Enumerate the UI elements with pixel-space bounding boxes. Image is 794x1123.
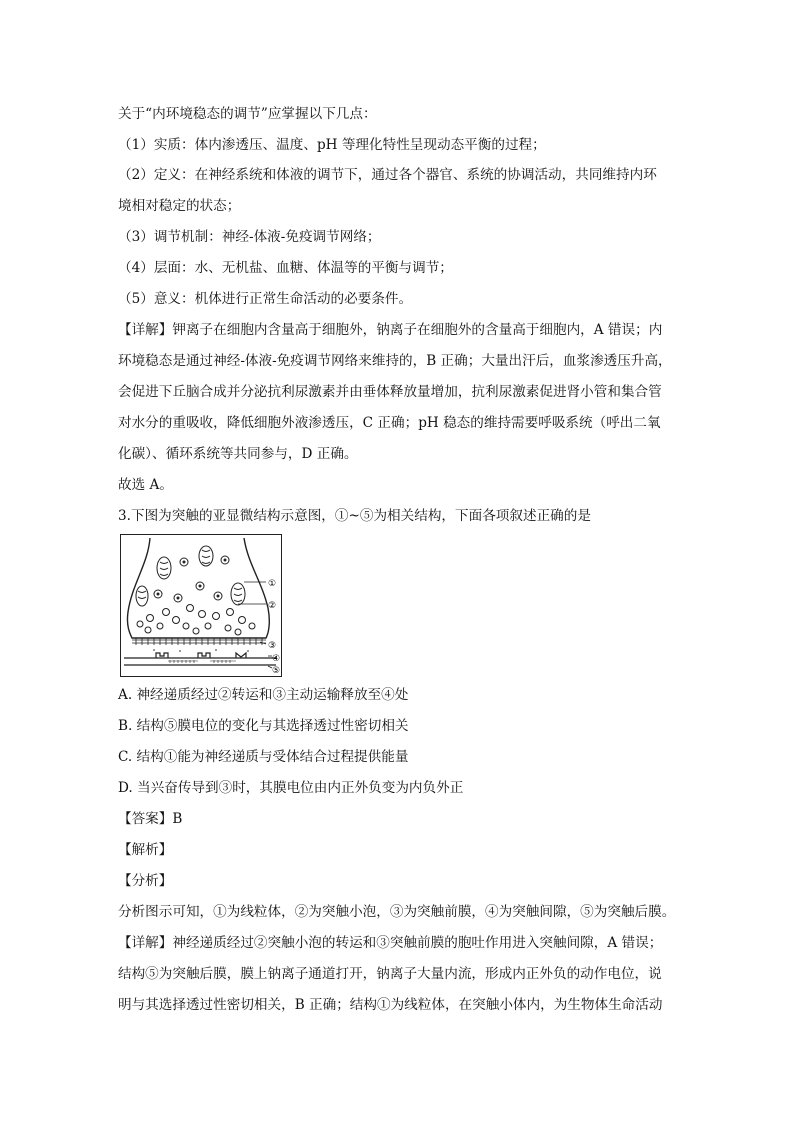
option-c: C. 结构①能为神经递质与受体结合过程提供能量 xyxy=(118,749,409,765)
text-line-8: 【详解】钾离子在细胞内含量高于细胞外，钠离子在细胞外的含量高于细胞内，A 错误；内 xyxy=(118,322,663,338)
label-4: ④ xyxy=(272,654,281,664)
analysis-line-1: 分析图示可知，①为线粒体，②为突触小泡，③为突触前膜，④为突触间隙，⑤为突触后膜。 xyxy=(118,904,676,920)
analysis-line-3: 结构⑤为突触后膜，膜上钠离子通道打开，钠离子大量内流，形成内正外负的动作电位，说 xyxy=(118,966,662,982)
label-1: ① xyxy=(268,579,277,589)
option-a: A. 神经递质经过②转运和③主动运输释放至④处 xyxy=(118,687,409,703)
option-d: D. 当兴奋传导到③时，其膜电位由内正外负变为内负外正 xyxy=(118,780,464,796)
analysis-line-4: 明与其选择透过性密切相关，B 正确；结构①为线粒体，在突触小体内，为生物体生命活动 xyxy=(118,997,663,1013)
question-3-stem: 3.下图为突触的亚显微结构示意图，①~⑤为相关结构，下面各项叙述正确的是 xyxy=(118,508,591,524)
text-line-10: 会促进下丘脑合成并分泌抗利尿激素并由垂体释放量增加，抗利尿激素促进肾小管和集合管 xyxy=(118,384,662,400)
analysis-line-2: 【详解】神经递质经过②突触小泡的转运和③突触前膜的胞吐作用进入突触间隙，A 错误； xyxy=(118,935,663,951)
option-b: B. 结构⑤膜电位的变化与其选择透过性密切相关 xyxy=(118,718,409,734)
text-line-4: 境相对稳定的状态； xyxy=(118,198,241,214)
text-line-11: 对水分的重吸收，降低细胞外液渗透压，C 正确；pH 稳态的维持需要呼吸系统（呼出二氧 xyxy=(118,415,661,431)
synapse-diagram xyxy=(120,534,282,677)
label-2: ② xyxy=(268,601,277,611)
analysis-heading: 【解析】 xyxy=(118,842,173,858)
text-line-5: （3）调节机制：神经-体液-免疫调节网络； xyxy=(118,229,381,245)
label-3: ③ xyxy=(268,641,277,651)
synapse-figure xyxy=(120,534,282,677)
analysis-subheading: 【分析】 xyxy=(118,873,173,889)
text-line-13: 故选 A。 xyxy=(118,477,173,493)
text-line-6: （4）层面：水、无机盐、血糖、体温等的平衡与调节； xyxy=(118,260,453,276)
text-line-3: （2）定义：在神经系统和体液的调节下，通过各个器官、系统的协调活动，共同维持内环 xyxy=(118,167,657,183)
label-5: ⑤ xyxy=(272,666,281,676)
answer-label: 【答案】B xyxy=(118,811,183,827)
text-line-7: （5）意义：机体进行正常生命活动的必要条件。 xyxy=(118,291,413,307)
text-line-1: 关于“内环境稳态的调节”应掌握以下几点： xyxy=(118,106,377,122)
text-line-12: 化碳）、循环系统等共同参与，D 正确。 xyxy=(118,446,358,462)
text-line-2: （1）实质：体内渗透压、温度、pH 等理化特性呈现动态平衡的过程； xyxy=(118,137,546,153)
text-line-9: 环境稳态是通过神经-体液-免疫调节网络来维持的，B 正确；大量出汗后，血浆渗透压升高， xyxy=(118,353,672,369)
